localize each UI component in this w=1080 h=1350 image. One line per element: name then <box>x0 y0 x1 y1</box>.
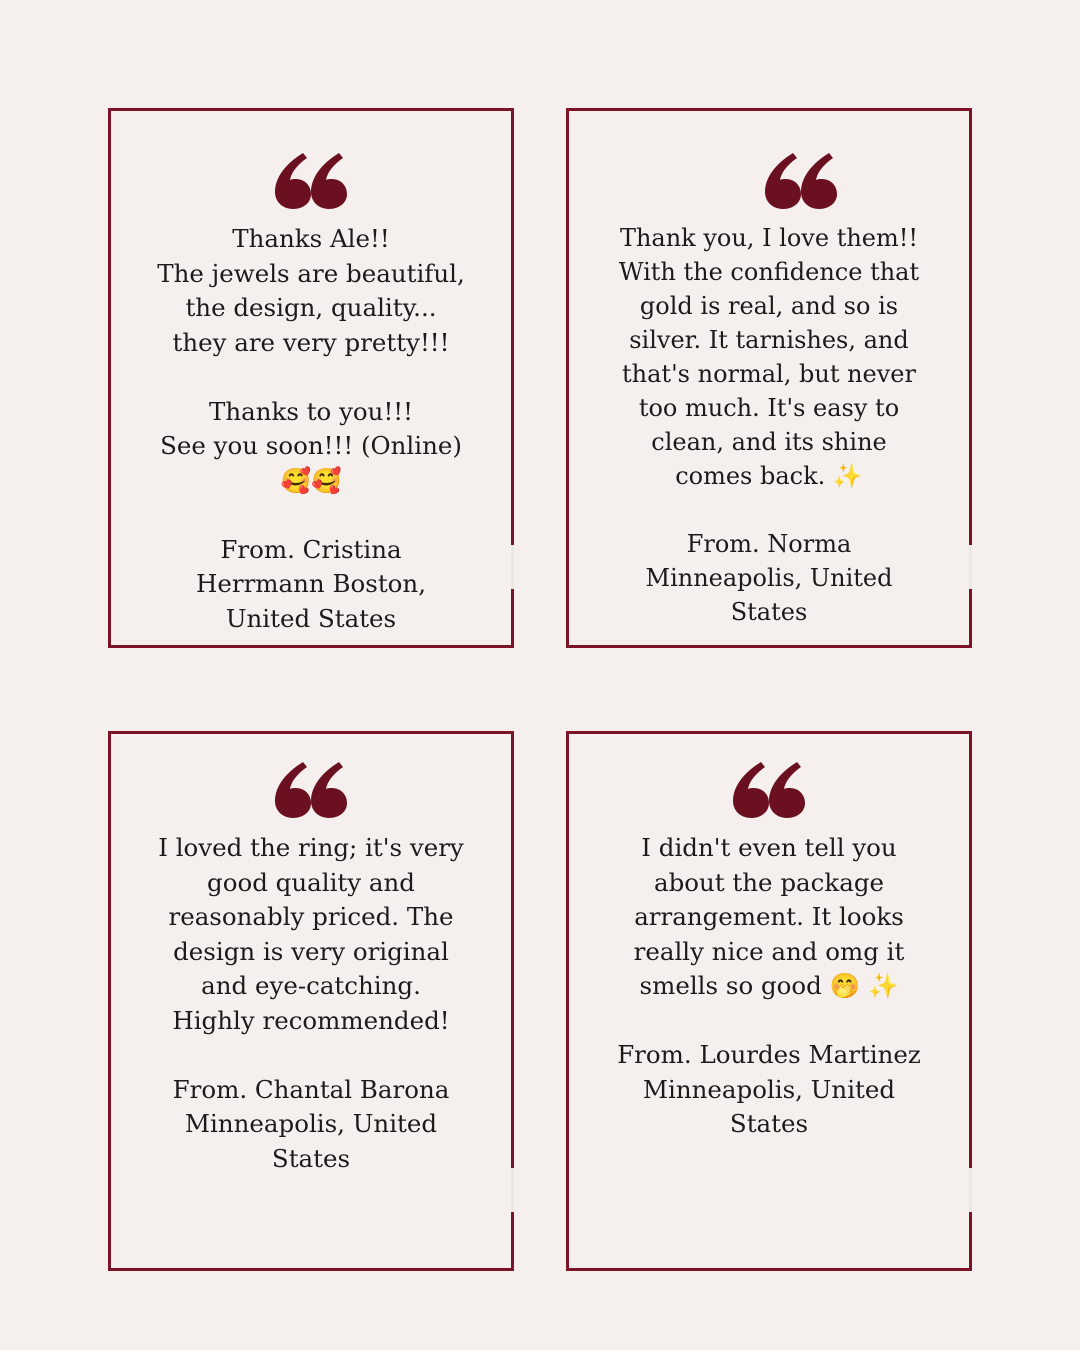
border-notch <box>969 1168 972 1212</box>
testimonial-text: Thanks Ale!! The jewels are beautiful, the design, quality... they are very pretty!!! Thanks to you!!! See you soon!!! (Online) 🥰🥰 From. Cristina Herrmann Boston, United States <box>157 224 465 633</box>
quote-mark-icon <box>733 762 805 818</box>
testimonial-card-3 <box>108 731 514 1271</box>
border-notch <box>969 545 972 589</box>
quote-mark-icon <box>275 153 347 209</box>
testimonial-card-1 <box>108 108 514 648</box>
border-notch <box>511 545 514 589</box>
testimonial-text: I didn't even tell you about the package arrangement. It looks really nice and omg it smells so good 🤭 ✨ From. Lourdes Martinez Minneapolis, United States <box>617 833 921 1138</box>
testimonial-text: Thank you, I love them!! With the confidence that gold is real, and so is silver. It tarnishes, and that's normal, but never too much. It's easy to clean, and its shine comes back. ✨ From. Norma Minneapolis, United States <box>618 224 920 626</box>
border-notch <box>511 1168 514 1212</box>
testimonial-card-2 <box>566 108 972 648</box>
testimonial-text: I loved the ring; it's very good quality and reasonably priced. The design is very original and eye-catching. Highly recommended! From. Chantal Barona Minneapolis, United States <box>158 833 464 1173</box>
quote-mark-icon <box>765 153 837 209</box>
quote-mark-icon <box>275 762 347 818</box>
testimonial-card-4 <box>566 731 972 1271</box>
